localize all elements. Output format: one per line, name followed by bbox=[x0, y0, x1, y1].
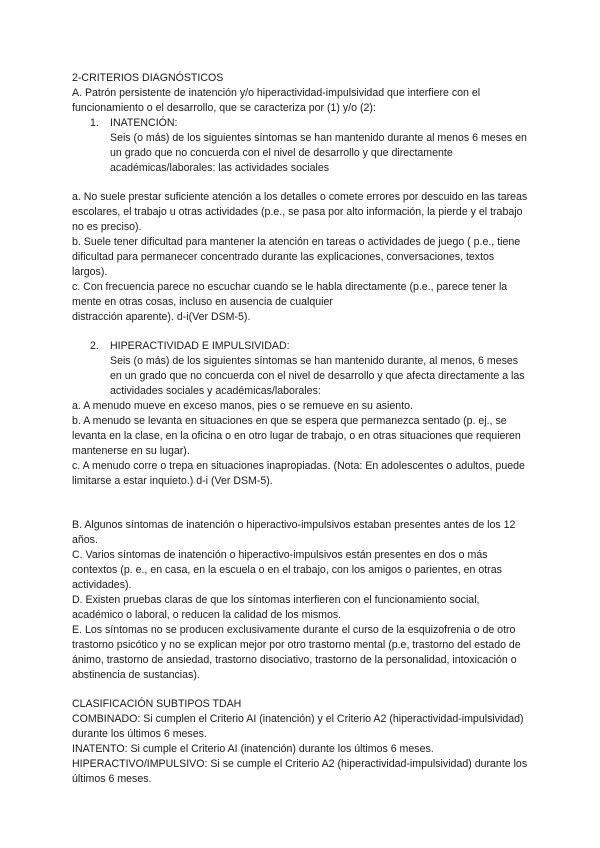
hyperactivity-heading bbox=[72, 339, 528, 354]
criterion-e: E. Los síntomas no se producen exclusivamente durante el curso de la esquizofrenia o de otro trastorno psicótico y no se explican mejor por otro trastorno mental (p.e, trastorno del estado de ánimo, trastorno de ansiedad, trastorno disociativo, trastorno de la personalidad, intoxicación o abstinencia de sustancias). bbox=[72, 624, 521, 681]
hyperactivity-number: 2. bbox=[90, 340, 99, 352]
inattention-item-b: b. Suele tener dificultad para mantener la atención en tareas o actividades de juego ( p.e., tiene dificultad para permanecer concentrado durante las explicaciones, conversaciones, textos largos). bbox=[72, 236, 521, 278]
criterion-b: B. Algunos síntomas de inatención o hiperactivo-impulsivos estaban presentes antes de los 12 años. bbox=[72, 519, 516, 546]
inattention-description: Seis (o más) de los siguientes síntomas se han mantenido durante al menos 6 meses en un grado que no concuerda con el nivel de desarrollo y que directamente académicas/laborales: las actividades sociales bbox=[110, 132, 527, 174]
inattention-title: INATENCIÓN: bbox=[110, 117, 178, 129]
hyperactivity-title: HIPERACTIVIDAD E IMPULSIVIDAD: bbox=[110, 340, 290, 352]
criterion-a-intro: A. Patrón persistente de inatención y/o hiperactividad-impulsividad que interfiere con el funcionamiento o el desarrollo, que se caracteriza por (1) y/o (2): bbox=[72, 87, 481, 114]
classification-inattentive: INATENTO: Si cumple el Criterio AI (inatención) durante los últimos 6 meses. bbox=[72, 743, 434, 755]
hyperactivity-item-b: b. A menudo se levanta en situaciones en que se espera que permanezca sentado (p. ej., se levanta en la clase, en la oficina o en otro lugar de trabajo, o en otras situaciones que requieren mantenerse en su lugar). bbox=[72, 415, 521, 457]
inattention-number: 1. bbox=[90, 117, 99, 129]
classification-title: CLASIFICACIÓN SUBTIPOS TDAH bbox=[72, 698, 242, 710]
criterion-d: D. Existen pruebas claras de que los síntomas interfieren con el funcionamiento social, académico o laboral, o reducen la calidad de los mismos. bbox=[72, 594, 480, 621]
hyperactivity-item-c: c. A menudo corre o trepa en situaciones inapropiadas. (Nota: En adolescentes o adultos, puede limitarse a estar inquieto.) d-i (Ver DSM-5). bbox=[72, 460, 525, 487]
criterion-c: C. Varios síntomas de inatención o hiperactivo-impulsivos están presentes en dos o más contextos (p. e., en casa, en la escuela o en el trabajo, con los amigos o parientes, en otras actividades). bbox=[72, 549, 502, 591]
hyperactivity-description: Seis (o más) de los siguientes síntomas se han mantenido durante, al menos, 6 meses en un grado que no concuerda con el nivel de desarrollo y que afecta directamente a las actividades sociales y académicas/laborales: bbox=[110, 355, 525, 397]
inattention-heading bbox=[72, 116, 528, 131]
classification-combined: COMBINADO: Si cumplen el Criterio AI (inatención) y el Criterio A2 (hiperactividad-impulsividad) durante los últimos 6 meses. bbox=[72, 713, 524, 740]
section-title: 2-CRITERIOS DIAGNÓSTICOS bbox=[72, 72, 224, 84]
inattention-item-a: a. No suele prestar suficiente atención a los detalles o comete errores por descuido en las tareas escolares, el trabajo u otras actividades (p.e., se pasa por alto información, la pierde y el trabajo no es preciso). bbox=[72, 191, 528, 233]
inattention-item-c: c. Con frecuencia parece no escuchar cuando se le habla directamente (p.e., parece tener la mente en otras cosas, incluso en ausencia de cualquier bbox=[72, 281, 508, 308]
inattention-item-c-continued: distracción aparente). d-i(Ver DSM-5). bbox=[72, 311, 251, 323]
document-page bbox=[72, 71, 528, 787]
classification-hyperactive: HIPERACTIVO/IMPULSIVO: Si se cumple el Criterio A2 (hiperactividad-impulsividad) durante los últimos 6 meses. bbox=[72, 758, 528, 785]
hyperactivity-item-a: a. A menudo mueve en exceso manos, pies o se remueve en su asiento. bbox=[72, 400, 413, 412]
